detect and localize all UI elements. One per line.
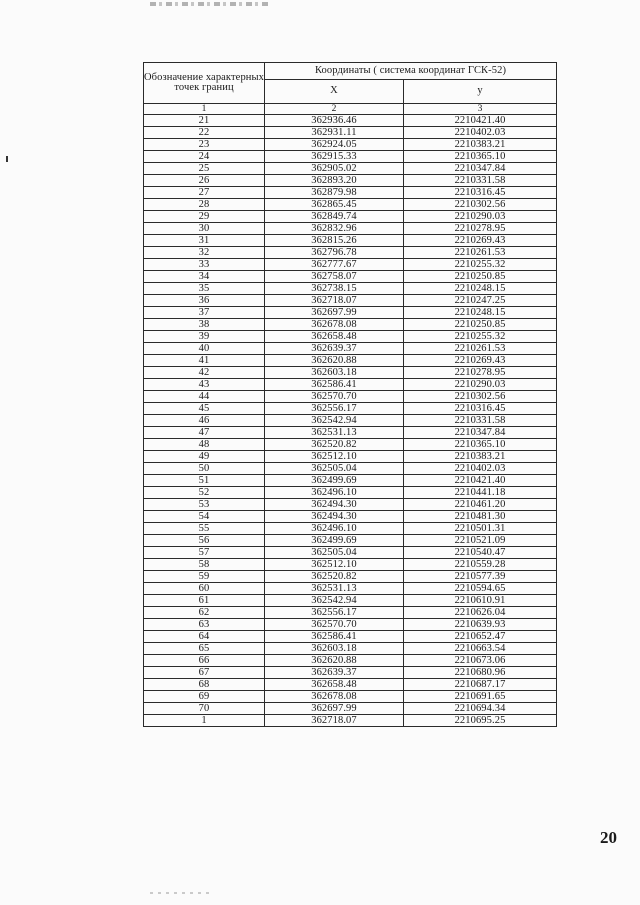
x-coordinate-cell: 362924.05 xyxy=(265,139,404,151)
x-coordinate-cell: 362936.46 xyxy=(265,115,404,127)
x-coordinate-cell: 362512.10 xyxy=(265,559,404,571)
table-row xyxy=(144,535,557,547)
y-coordinate-cell: 2210290.03 xyxy=(404,211,557,223)
x-coordinate-cell: 362758.07 xyxy=(265,271,404,283)
table-row xyxy=(144,691,557,703)
table-row xyxy=(144,151,557,163)
table-row xyxy=(144,259,557,271)
point-id-cell: 70 xyxy=(144,703,265,715)
point-id-cell: 48 xyxy=(144,439,265,451)
point-id-cell: 64 xyxy=(144,631,265,643)
x-coordinate-cell: 362639.37 xyxy=(265,667,404,679)
y-coordinate-cell: 2210673.06 xyxy=(404,655,557,667)
table-row xyxy=(144,427,557,439)
x-coordinate-cell: 362777.67 xyxy=(265,259,404,271)
point-id-cell: 45 xyxy=(144,403,265,415)
point-id-cell: 65 xyxy=(144,643,265,655)
y-coordinate-cell: 2210269.43 xyxy=(404,355,557,367)
point-id-cell: 62 xyxy=(144,607,265,619)
point-id-cell: 60 xyxy=(144,583,265,595)
point-id-cell: 56 xyxy=(144,535,265,547)
point-id-cell: 1 xyxy=(144,715,265,727)
column-number: 3 xyxy=(404,104,557,115)
table-row xyxy=(144,715,557,727)
header-point-label: Обозначение характерных точек границ xyxy=(144,63,265,104)
y-coordinate-cell: 2210540.47 xyxy=(404,547,557,559)
x-coordinate-cell: 362494.30 xyxy=(265,499,404,511)
y-coordinate-cell: 2210290.03 xyxy=(404,379,557,391)
table-row xyxy=(144,223,557,235)
y-coordinate-cell: 2210383.21 xyxy=(404,451,557,463)
table-row xyxy=(144,475,557,487)
x-coordinate-cell: 362697.99 xyxy=(265,703,404,715)
x-coordinate-cell: 362586.41 xyxy=(265,379,404,391)
table-row xyxy=(144,247,557,259)
point-id-cell: 46 xyxy=(144,415,265,427)
y-coordinate-cell: 2210247.25 xyxy=(404,295,557,307)
y-coordinate-cell: 2210421.40 xyxy=(404,475,557,487)
y-coordinate-cell: 2210559.28 xyxy=(404,559,557,571)
point-id-cell: 30 xyxy=(144,223,265,235)
x-coordinate-cell: 362531.13 xyxy=(265,583,404,595)
table-row xyxy=(144,703,557,715)
point-id-cell: 57 xyxy=(144,547,265,559)
y-coordinate-cell: 2210626.04 xyxy=(404,607,557,619)
x-coordinate-cell: 362570.70 xyxy=(265,391,404,403)
point-id-cell: 23 xyxy=(144,139,265,151)
table-row xyxy=(144,319,557,331)
x-coordinate-cell: 362556.17 xyxy=(265,403,404,415)
y-coordinate-cell: 2210250.85 xyxy=(404,319,557,331)
table-row xyxy=(144,451,557,463)
point-id-cell: 53 xyxy=(144,499,265,511)
table-row xyxy=(144,235,557,247)
table-row xyxy=(144,115,557,127)
y-coordinate-cell: 2210461.20 xyxy=(404,499,557,511)
point-id-cell: 37 xyxy=(144,307,265,319)
table-row xyxy=(144,391,557,403)
scan-artifact-top xyxy=(150,2,270,6)
y-coordinate-cell: 2210695.25 xyxy=(404,715,557,727)
x-coordinate-cell: 362542.94 xyxy=(265,595,404,607)
y-coordinate-cell: 2210521.09 xyxy=(404,535,557,547)
point-id-cell: 25 xyxy=(144,163,265,175)
y-coordinate-cell: 2210639.93 xyxy=(404,619,557,631)
y-coordinate-cell: 2210250.85 xyxy=(404,271,557,283)
point-id-cell: 26 xyxy=(144,175,265,187)
x-coordinate-cell: 362832.96 xyxy=(265,223,404,235)
column-number: 1 xyxy=(144,104,265,115)
point-id-cell: 41 xyxy=(144,355,265,367)
point-id-cell: 49 xyxy=(144,451,265,463)
x-coordinate-cell: 362556.17 xyxy=(265,607,404,619)
point-id-cell: 40 xyxy=(144,343,265,355)
table-row xyxy=(144,403,557,415)
x-coordinate-cell: 362499.69 xyxy=(265,475,404,487)
x-coordinate-cell: 362931.11 xyxy=(265,127,404,139)
x-coordinate-cell: 362570.70 xyxy=(265,619,404,631)
y-coordinate-cell: 2210594.65 xyxy=(404,583,557,595)
table-row xyxy=(144,439,557,451)
point-id-cell: 69 xyxy=(144,691,265,703)
scan-artifact-bottom xyxy=(150,892,210,894)
page-number: 20 xyxy=(600,828,617,847)
x-coordinate-cell: 362542.94 xyxy=(265,415,404,427)
point-id-cell: 35 xyxy=(144,283,265,295)
table-row xyxy=(144,667,557,679)
y-coordinate-cell: 2210680.96 xyxy=(404,667,557,679)
point-id-cell: 66 xyxy=(144,655,265,667)
x-coordinate-cell: 362678.08 xyxy=(265,691,404,703)
table-body xyxy=(144,115,557,727)
y-coordinate-cell: 2210316.45 xyxy=(404,187,557,199)
y-coordinate-cell: 2210261.53 xyxy=(404,247,557,259)
table-row xyxy=(144,415,557,427)
table-row xyxy=(144,295,557,307)
y-coordinate-cell: 2210402.03 xyxy=(404,463,557,475)
table-row xyxy=(144,379,557,391)
y-coordinate-cell: 2210687.17 xyxy=(404,679,557,691)
x-coordinate-cell: 362603.18 xyxy=(265,643,404,655)
point-id-cell: 27 xyxy=(144,187,265,199)
y-coordinate-cell: 2210441.18 xyxy=(404,487,557,499)
table-row xyxy=(144,511,557,523)
point-id-cell: 52 xyxy=(144,487,265,499)
x-coordinate-cell: 362796.78 xyxy=(265,247,404,259)
x-coordinate-cell: 362658.48 xyxy=(265,679,404,691)
y-coordinate-cell: 2210331.58 xyxy=(404,175,557,187)
y-coordinate-cell: 2210278.95 xyxy=(404,223,557,235)
table-row xyxy=(144,163,557,175)
y-coordinate-cell: 2210302.56 xyxy=(404,391,557,403)
x-coordinate-cell: 362915.33 xyxy=(265,151,404,163)
y-coordinate-cell: 2210501.31 xyxy=(404,523,557,535)
x-coordinate-cell: 362520.82 xyxy=(265,571,404,583)
x-coordinate-cell: 362520.82 xyxy=(265,439,404,451)
y-coordinate-cell: 2210421.40 xyxy=(404,115,557,127)
header-coordinate-system: Координаты ( система координат ГСК-52) xyxy=(265,63,557,80)
x-coordinate-cell: 362512.10 xyxy=(265,451,404,463)
x-coordinate-cell: 362718.07 xyxy=(265,715,404,727)
header-x: X xyxy=(265,80,404,104)
point-id-cell: 67 xyxy=(144,667,265,679)
table-row xyxy=(144,127,557,139)
point-id-cell: 54 xyxy=(144,511,265,523)
table-row xyxy=(144,283,557,295)
table-row xyxy=(144,355,557,367)
y-coordinate-cell: 2210347.84 xyxy=(404,427,557,439)
point-id-cell: 42 xyxy=(144,367,265,379)
x-coordinate-cell: 362494.30 xyxy=(265,511,404,523)
table-row xyxy=(144,643,557,655)
x-coordinate-cell: 362905.02 xyxy=(265,163,404,175)
table-row xyxy=(144,679,557,691)
table-row xyxy=(144,619,557,631)
table-row xyxy=(144,487,557,499)
point-id-cell: 51 xyxy=(144,475,265,487)
x-coordinate-cell: 362893.20 xyxy=(265,175,404,187)
table-row xyxy=(144,367,557,379)
x-coordinate-cell: 362697.99 xyxy=(265,307,404,319)
table-row xyxy=(144,211,557,223)
x-coordinate-cell: 362531.13 xyxy=(265,427,404,439)
point-id-cell: 21 xyxy=(144,115,265,127)
y-coordinate-cell: 2210610.91 xyxy=(404,595,557,607)
table-row xyxy=(144,175,557,187)
table-row xyxy=(144,523,557,535)
table-row xyxy=(144,631,557,643)
point-id-cell: 31 xyxy=(144,235,265,247)
x-coordinate-cell: 362620.88 xyxy=(265,355,404,367)
y-coordinate-cell: 2210331.58 xyxy=(404,415,557,427)
table-row xyxy=(144,463,557,475)
y-coordinate-cell: 2210577.39 xyxy=(404,571,557,583)
table-row xyxy=(144,571,557,583)
table-row xyxy=(144,547,557,559)
y-coordinate-cell: 2210248.15 xyxy=(404,307,557,319)
y-coordinate-cell: 2210261.53 xyxy=(404,343,557,355)
table-row xyxy=(144,307,557,319)
x-coordinate-cell: 362738.15 xyxy=(265,283,404,295)
table-header xyxy=(144,63,557,115)
table-row xyxy=(144,583,557,595)
x-coordinate-cell: 362499.69 xyxy=(265,535,404,547)
x-coordinate-cell: 362865.45 xyxy=(265,199,404,211)
y-coordinate-cell: 2210694.34 xyxy=(404,703,557,715)
point-id-cell: 38 xyxy=(144,319,265,331)
x-coordinate-cell: 362718.07 xyxy=(265,295,404,307)
x-coordinate-cell: 362678.08 xyxy=(265,319,404,331)
table-row xyxy=(144,187,557,199)
table-row xyxy=(144,607,557,619)
point-id-cell: 55 xyxy=(144,523,265,535)
x-coordinate-cell: 362849.74 xyxy=(265,211,404,223)
y-coordinate-cell: 2210481.30 xyxy=(404,511,557,523)
table-row xyxy=(144,199,557,211)
point-id-cell: 33 xyxy=(144,259,265,271)
point-id-cell: 39 xyxy=(144,331,265,343)
x-coordinate-cell: 362603.18 xyxy=(265,367,404,379)
y-coordinate-cell: 2210663.54 xyxy=(404,643,557,655)
table-row xyxy=(144,139,557,151)
x-coordinate-cell: 362505.04 xyxy=(265,547,404,559)
point-id-cell: 24 xyxy=(144,151,265,163)
y-coordinate-cell: 2210278.95 xyxy=(404,367,557,379)
y-coordinate-cell: 2210316.45 xyxy=(404,403,557,415)
table-row xyxy=(144,343,557,355)
point-id-cell: 22 xyxy=(144,127,265,139)
y-coordinate-cell: 2210255.32 xyxy=(404,331,557,343)
y-coordinate-cell: 2210652.47 xyxy=(404,631,557,643)
x-coordinate-cell: 362815.26 xyxy=(265,235,404,247)
x-coordinate-cell: 362496.10 xyxy=(265,523,404,535)
column-number-row xyxy=(144,104,557,115)
x-coordinate-cell: 362658.48 xyxy=(265,331,404,343)
point-id-cell: 50 xyxy=(144,463,265,475)
table-row xyxy=(144,271,557,283)
point-id-cell: 28 xyxy=(144,199,265,211)
y-coordinate-cell: 2210365.10 xyxy=(404,151,557,163)
point-id-cell: 36 xyxy=(144,295,265,307)
table-row xyxy=(144,559,557,571)
table-row xyxy=(144,499,557,511)
point-id-cell: 68 xyxy=(144,679,265,691)
point-id-cell: 47 xyxy=(144,427,265,439)
y-coordinate-cell: 2210691.65 xyxy=(404,691,557,703)
table-row xyxy=(144,655,557,667)
point-id-cell: 44 xyxy=(144,391,265,403)
scan-artifact-side xyxy=(6,156,8,162)
y-coordinate-cell: 2210255.32 xyxy=(404,259,557,271)
column-number: 2 xyxy=(265,104,404,115)
y-coordinate-cell: 2210248.15 xyxy=(404,283,557,295)
y-coordinate-cell: 2210302.56 xyxy=(404,199,557,211)
coordinates-table xyxy=(143,62,557,727)
x-coordinate-cell: 362879.98 xyxy=(265,187,404,199)
point-id-cell: 61 xyxy=(144,595,265,607)
point-id-cell: 32 xyxy=(144,247,265,259)
x-coordinate-cell: 362586.41 xyxy=(265,631,404,643)
y-coordinate-cell: 2210383.21 xyxy=(404,139,557,151)
y-coordinate-cell: 2210402.03 xyxy=(404,127,557,139)
point-id-cell: 63 xyxy=(144,619,265,631)
table-row xyxy=(144,595,557,607)
x-coordinate-cell: 362639.37 xyxy=(265,343,404,355)
x-coordinate-cell: 362620.88 xyxy=(265,655,404,667)
point-id-cell: 43 xyxy=(144,379,265,391)
table-row xyxy=(144,331,557,343)
y-coordinate-cell: 2210365.10 xyxy=(404,439,557,451)
point-id-cell: 29 xyxy=(144,211,265,223)
x-coordinate-cell: 362496.10 xyxy=(265,487,404,499)
point-id-cell: 58 xyxy=(144,559,265,571)
y-coordinate-cell: 2210269.43 xyxy=(404,235,557,247)
point-id-cell: 59 xyxy=(144,571,265,583)
point-id-cell: 34 xyxy=(144,271,265,283)
x-coordinate-cell: 362505.04 xyxy=(265,463,404,475)
y-coordinate-cell: 2210347.84 xyxy=(404,163,557,175)
header-y: у xyxy=(404,80,557,104)
